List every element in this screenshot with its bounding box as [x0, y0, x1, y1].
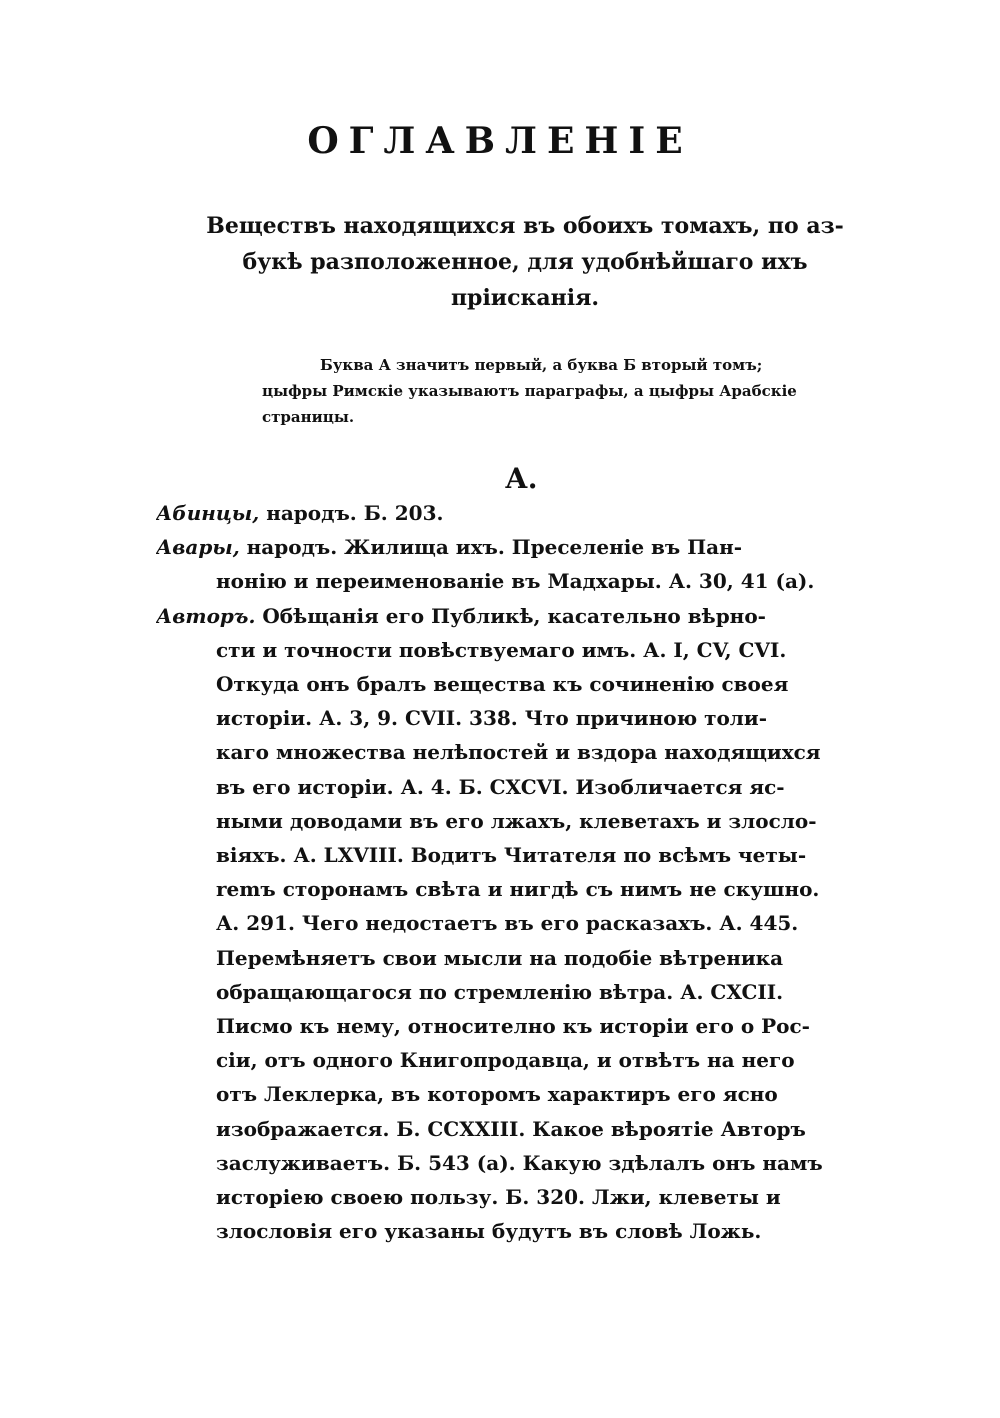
entry-continuation: віяхъ. А. LXVIII. Водитъ Читателя по всѣмъ четы- — [216, 843, 807, 868]
entry-text: народъ. Жилища ихъ. Преселеніе въ Пан- — [239, 535, 743, 560]
entry-head: Абинцы, — [156, 501, 260, 525]
entry-continuation: сіи, отъ одного Книгопродавца, и отвѣтъ на него — [216, 1048, 795, 1073]
entry-continuation: исторіи. А. 3, 9. CVII. 338. Что причиною толи- — [216, 706, 768, 731]
section-letter: А. — [505, 462, 538, 495]
subtitle-line: букѣ разположенное, для удобнѣйшаго ихъ — [242, 249, 808, 275]
index-entry-avary — [156, 530, 904, 564]
entry-head: Авары, — [156, 535, 240, 560]
entry-continuation: злословія его указаны будутъ въ словѣ Ложь. — [216, 1219, 762, 1244]
reading-note — [262, 352, 902, 430]
entry-continuation: сти и точности повѣствуемаго имъ. А. I, CV, CVI. — [216, 637, 787, 662]
entry-continuation: А. 291. Чего недостаетъ въ его расказахъ. А. 445. — [216, 911, 799, 936]
entry-continuation: Откуда онъ бралъ вещества къ сочиненію своея — [216, 672, 789, 697]
page-title: ОГЛАВЛЕНІЕ — [307, 120, 693, 162]
index-entries — [156, 496, 904, 1248]
index-entry-avtor — [156, 599, 904, 633]
entry-continuation: нонію и переименованіе въ Мадхары. А. 30, 41 (а). — [216, 569, 815, 594]
entry-continuation: въ его исторіи. А. 4. Б. CXCVI. Изобличается яс- — [216, 774, 785, 799]
entry-continuation: ными доводами въ его лжахъ, клеветахъ и злосло- — [216, 808, 817, 833]
entry-continuation: обращающагося по стремленію вѣтра. А. CXCII. — [216, 979, 784, 1004]
entry-continuation: remъ сторонамъ свѣта и нигдѣ съ нимъ не скушно. — [216, 877, 820, 902]
entry-continuation: Перемѣняетъ свои мысли на подобіе вѣтреника — [216, 945, 784, 970]
entry-continuation: заслуживаетъ. Б. 543 (а). Какую здѣлалъ онъ намъ — [216, 1150, 823, 1175]
index-entry-abintsy — [156, 496, 904, 530]
subtitle-line: Веществъ находящихся въ обоихъ томахъ, по аз- — [206, 213, 844, 239]
subtitle — [150, 208, 900, 316]
entry-text: народъ. Б. 203. — [259, 501, 444, 525]
note-line: страницы. — [262, 408, 355, 426]
note-line: Буква А значитъ первый, а буква Б вторый томъ; — [320, 356, 763, 374]
subtitle-line: пріисканія. — [450, 285, 600, 311]
entry-continuation: исторіею своею пользу. Б. 320. Лжи, клеветы и — [216, 1185, 781, 1210]
entry-continuation: изображается. Б. CCXXIII. Какое вѣроятіе Авторъ — [216, 1116, 806, 1141]
entry-head: Авторъ. — [156, 603, 256, 628]
entry-text: Обѣщанія его Публикѣ, касательно вѣрно- — [255, 603, 766, 628]
entry-continuation: отъ Леклерка, въ которомъ характиръ его ясно — [216, 1082, 778, 1107]
entry-continuation: каго множества нелѣпостей и вздора находящихся — [216, 740, 821, 765]
entry-continuation: Писмо къ нему, относително къ исторіи его о Рос- — [216, 1014, 810, 1039]
note-line: цыфры Римскіе указываютъ параграфы, а цыфры Арабскіе — [262, 382, 797, 400]
